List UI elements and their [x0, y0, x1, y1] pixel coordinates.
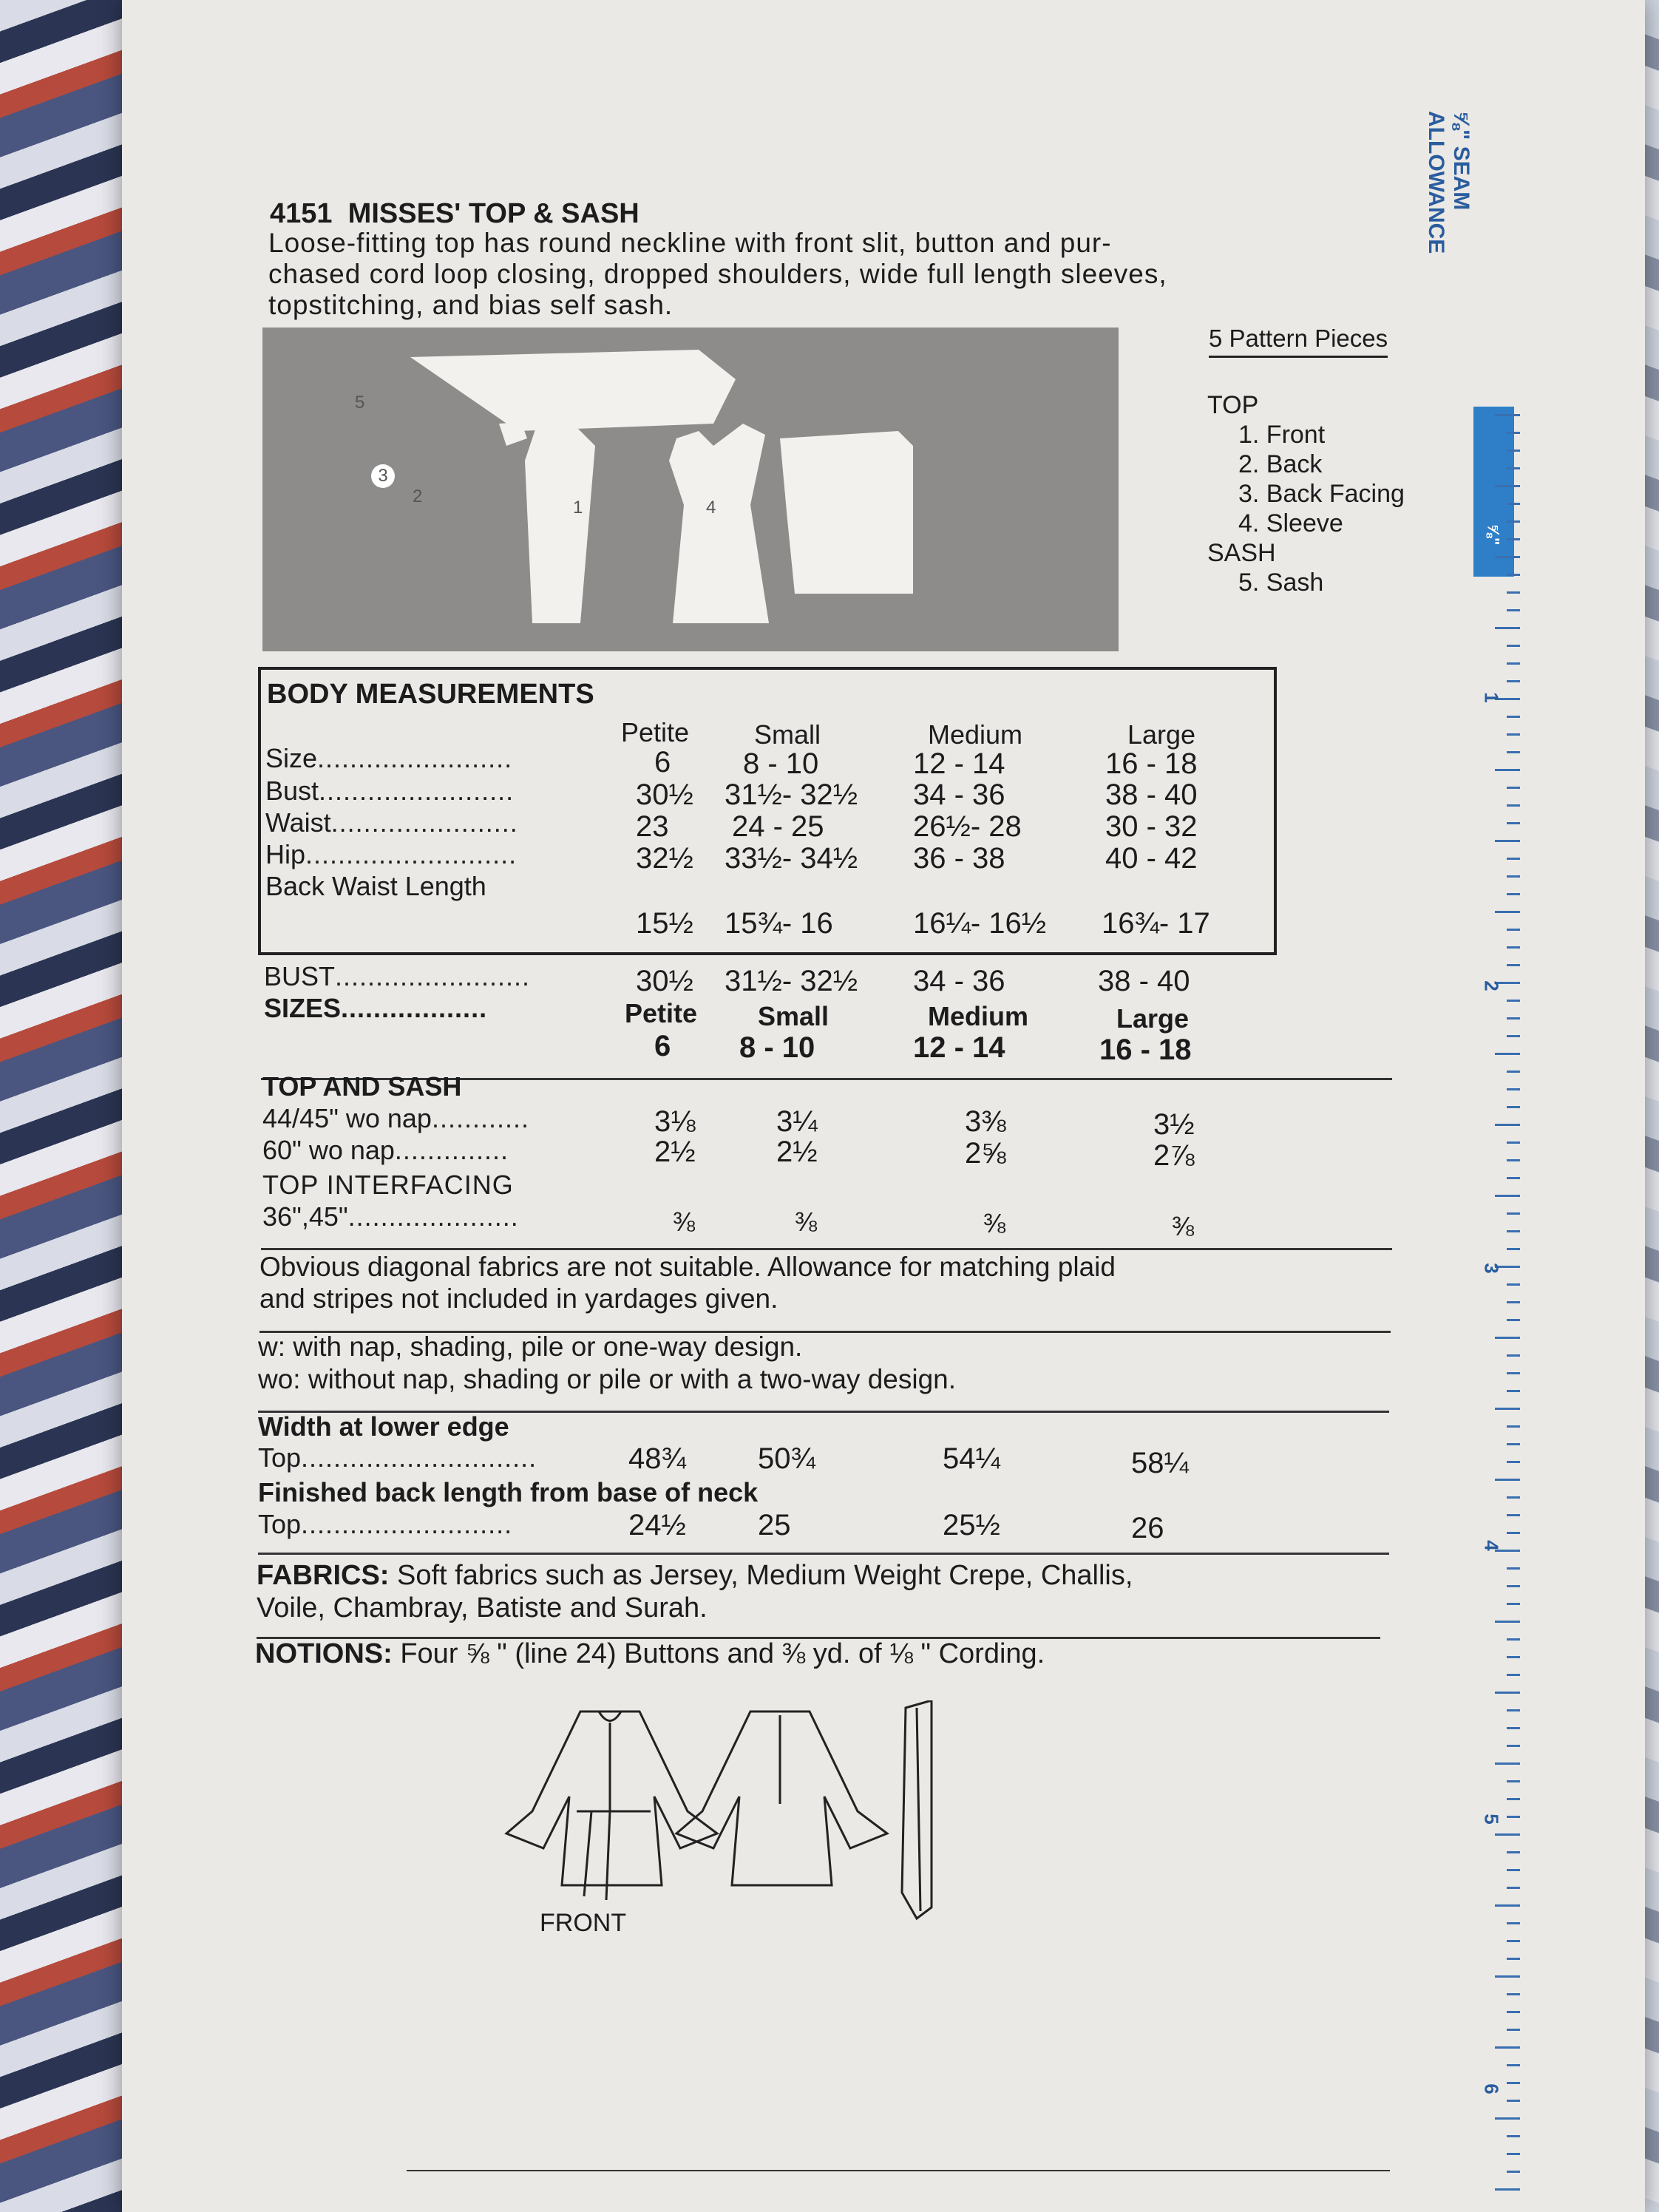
ruler-tick [1507, 1212, 1520, 1215]
description-line-3: topstitching, and bias self sash. [268, 290, 674, 320]
bm-row-waist: Waist....................... [265, 807, 518, 838]
layout-label-2: 2 [413, 486, 423, 506]
yardage-cell: 3⅛ [654, 1105, 696, 1138]
ruler-tick [1507, 2064, 1520, 2066]
ruler-tick [1507, 1851, 1520, 1853]
ruler-tick [1507, 893, 1520, 895]
interfacing-cell: ⅜ [795, 1207, 818, 1237]
ruler-tick [1507, 2011, 1520, 2013]
interfacing-cell: ⅜ [983, 1208, 1006, 1238]
ruler-tick [1507, 1354, 1520, 1357]
bm-cell: 8 - 10 [743, 747, 819, 780]
ruler-tick [1507, 1816, 1520, 1818]
bm-cell: 6 [654, 746, 671, 778]
width-cell: 50¾ [758, 1442, 815, 1475]
ruler-tick [1495, 627, 1520, 629]
ruler-tick [1495, 769, 1520, 771]
bm-cell: 15¾- 16 [725, 907, 833, 940]
ruler-tick [1507, 1585, 1520, 1587]
description-line-2: chased cord loop closing, dropped shoulders, wide full length sleeves, [268, 259, 1167, 289]
yardage-cell: 3⅜ [965, 1105, 1006, 1138]
interfacing-row: 36",45"..................... [262, 1201, 519, 1232]
ruler-tick [1507, 1674, 1520, 1676]
ruler-tick [1507, 1283, 1520, 1286]
bm-cell: 33½- 34½ [725, 842, 858, 875]
ruler-tick [1495, 1904, 1520, 1907]
sizes-bust-cell: 38 - 40 [1098, 965, 1190, 997]
bm-label: Waist [265, 807, 331, 838]
sizes-bust-label: BUST [264, 961, 336, 991]
ruler-tick [1507, 1922, 1520, 1924]
piece-item-front: 1. Front [1238, 421, 1326, 449]
sizes-row: SIZES.................. [264, 993, 488, 1023]
ruler-tick [1507, 751, 1520, 753]
ruler-tick [1507, 1709, 1520, 1711]
layout-label-3: 3 [371, 464, 395, 488]
ruler-tick [1507, 1301, 1520, 1303]
ruler-tick [1507, 467, 1520, 469]
nap-note-with: w: with nap, shading, pile or one-way design. [258, 1331, 803, 1362]
ruler-tick [1507, 1071, 1520, 1073]
ruler-tick [1507, 1603, 1520, 1605]
ruler-tick [1507, 787, 1520, 789]
bm-cell: 26½- 28 [913, 810, 1022, 843]
length-row: Top.......................... [258, 1509, 513, 1539]
piece-2-back [525, 424, 595, 623]
ruler-number-1: 1 [1480, 692, 1503, 703]
ruler-tick [1495, 1975, 1520, 1978]
ruler-tick [1507, 1141, 1520, 1144]
bm-row-bust: Bust........................ [265, 776, 515, 806]
ruler-tick [1507, 1940, 1520, 1942]
bm-cell: 36 - 38 [913, 842, 1005, 875]
ruler-tick [1507, 432, 1520, 434]
ruler-tick [1495, 1479, 1520, 1481]
fabrics-label: FABRICS: [257, 1560, 390, 1591]
bm-cell: 23 [636, 810, 669, 843]
yardage-cell: 2⅝ [965, 1137, 1006, 1170]
front-view-outline [506, 1711, 717, 1885]
bottom-rule [407, 2170, 1390, 2171]
sizes-cell: 12 - 14 [913, 1031, 1005, 1064]
notions-label: NOTIONS: [255, 1638, 393, 1669]
layout-label-1: 1 [573, 498, 583, 518]
ruler-tick [1507, 716, 1520, 718]
ruler-tick [1495, 2046, 1520, 2049]
sizes-cell: 8 - 10 [739, 1031, 815, 1064]
sizes-bust-cell: 31½- 32½ [725, 965, 858, 997]
pattern-pieces-heading: 5 Pattern Pieces [1209, 323, 1388, 358]
ruler-tick [1507, 645, 1520, 647]
ruler-tick [1495, 911, 1520, 913]
ruler-tick [1507, 538, 1520, 540]
width-cell: 48¾ [628, 1442, 686, 1475]
ruler-tick [1507, 2029, 1520, 2031]
ruler-tick [1507, 858, 1520, 860]
width-label: Top [258, 1442, 302, 1473]
width-cell: 58¼ [1131, 1447, 1189, 1479]
bm-cell: 38 - 40 [1105, 778, 1198, 811]
yardage-row-60: 60" wo nap.............. [262, 1135, 509, 1165]
ruler-number-3: 3 [1480, 1263, 1503, 1274]
piece-5-sash [410, 350, 736, 431]
sizes-group: Large [1116, 1003, 1190, 1034]
width-row: Top............................. [258, 1442, 537, 1473]
interfacing-cell: ⅜ [1172, 1211, 1195, 1241]
seam-badge: ⅝" [1484, 523, 1503, 546]
ruler-tick [1495, 2117, 1520, 2120]
ruler-number-2: 2 [1480, 980, 1503, 991]
ruler-tick [1507, 733, 1520, 736]
length-heading: Finished back length from base of neck [258, 1477, 759, 1507]
pattern-title [270, 198, 639, 229]
ruler-tick [1495, 1833, 1520, 1836]
ruler-tick [1507, 1443, 1520, 1445]
sizes-bust-row: BUST........................ [264, 961, 531, 991]
ruler-tick [1507, 804, 1520, 807]
bm-cell: 31½- 32½ [725, 778, 858, 811]
yardage-cell: 2½ [654, 1136, 696, 1168]
bm-group-medium: Medium [928, 719, 1023, 750]
bm-cell: 16 - 18 [1105, 747, 1198, 780]
ruler-tick [1507, 875, 1520, 878]
piece-item-back-facing: 3. Back Facing [1238, 480, 1405, 508]
body-measurements-title: BODY MEASUREMENTS [267, 679, 594, 710]
sash-pieces-label: SASH [1207, 539, 1276, 567]
ruler-tick [1507, 680, 1520, 682]
yardage-cell: 3¼ [776, 1105, 818, 1138]
top-pieces-label: TOP [1207, 391, 1259, 419]
ruler-tick [1507, 1638, 1520, 1641]
piece-item-back: 2. Back [1238, 450, 1323, 478]
ruler-tick [1495, 1408, 1520, 1410]
yardage-heading: TOP AND SASH [262, 1071, 462, 1102]
ruler-tick [1507, 1390, 1520, 1392]
ruler-tick [1507, 2082, 1520, 2084]
ruler-tick [1507, 1000, 1520, 1002]
ruler-tick [1507, 1248, 1520, 1250]
bm-cell: 34 - 36 [913, 778, 1005, 811]
back-view-outline [676, 1711, 887, 1885]
bm-row-hip: Hip.......................... [265, 839, 518, 869]
fabrics-line-1 [257, 1560, 1133, 1591]
ruler-tick [1507, 609, 1520, 611]
ruler-tick [1507, 1780, 1520, 1782]
ruler-tick [1507, 2171, 1520, 2173]
interfacing-heading: TOP INTERFACING [262, 1170, 514, 1200]
ruler-tick [1507, 946, 1520, 949]
ruler-tick [1507, 1656, 1520, 1658]
layout-label-5: 5 [355, 393, 365, 413]
layout-label-4: 4 [706, 498, 716, 518]
yardage-row-44: 44/45" wo nap............ [262, 1103, 529, 1133]
sizes-bust-cell: 30½ [636, 965, 693, 997]
ruler-tick [1507, 591, 1520, 594]
sizes-group: Petite [625, 998, 698, 1028]
ruler-tick [1507, 964, 1520, 966]
length-cell: 25 [758, 1509, 791, 1541]
bm-label: Size [265, 743, 318, 773]
bm-cell: 40 - 42 [1105, 842, 1198, 875]
sizes-label: SIZES [264, 993, 342, 1023]
sizes-bust-cell: 34 - 36 [913, 965, 1005, 997]
ruler-tick [1507, 1567, 1520, 1570]
pattern-number: 4151 [270, 198, 333, 229]
piece-4-sleeve [780, 431, 913, 594]
bm-label: Hip [265, 839, 306, 869]
ruler-tick [1507, 1319, 1520, 1321]
piece-item-sleeve: 4. Sleeve [1238, 509, 1343, 537]
length-cell: 26 [1131, 1512, 1164, 1544]
ruler-tick [1507, 1035, 1520, 1037]
ruler-tick [1495, 1124, 1520, 1126]
description-line-1: Loose-fitting top has round neckline with front slit, button and pur- [268, 228, 1112, 258]
ruler-tick [1507, 822, 1520, 824]
ruler-tick [1507, 1159, 1520, 1161]
ruler-tick [1507, 1230, 1520, 1232]
ruler-tick [1507, 1869, 1520, 1871]
bm-group-small: Small [754, 719, 821, 750]
ruler-tick [1507, 1727, 1520, 1729]
divider [261, 1248, 1392, 1250]
length-label: Top [258, 1509, 302, 1539]
yardage-cell: 2½ [776, 1136, 818, 1168]
bm-cell: 30 - 32 [1105, 810, 1198, 843]
sizes-cell: 16 - 18 [1099, 1034, 1192, 1066]
sizes-group: Medium [928, 1001, 1029, 1031]
pattern-envelope-back [122, 0, 1645, 2212]
ruler-tick [1507, 1887, 1520, 1889]
ruler-tick [1495, 1053, 1520, 1055]
divider [258, 1553, 1389, 1555]
length-cell: 24½ [628, 1509, 686, 1541]
bm-group-petite: Petite [621, 717, 690, 747]
ruler-tick [1507, 1514, 1520, 1516]
ruler-tick [1507, 1017, 1520, 1020]
ruler-tick [1507, 1532, 1520, 1534]
bm-row-size: Size........................ [265, 743, 513, 773]
bm-cell: 12 - 14 [913, 747, 1005, 780]
fabrics-text: Soft fabrics such as Jersey, Medium Weight Crepe, Challis, [389, 1560, 1133, 1591]
bm-cell: 30½ [636, 778, 693, 811]
ruler-tick [1507, 929, 1520, 931]
piece-1-front [669, 424, 769, 623]
bm-back-waist-label: Back Waist Length [265, 871, 486, 901]
ruler-tick [1507, 662, 1520, 665]
ruler-number-5: 5 [1480, 1814, 1503, 1825]
ruler-tick [1507, 1088, 1520, 1090]
notions-text: Four ⅝ " (line 24) Buttons and ⅜ yd. of ⅛ " Cording. [392, 1638, 1045, 1669]
ruler-tick [1507, 1106, 1520, 1108]
nap-note-without: wo: without nap, shading or pile or with a two-way design. [258, 1364, 957, 1394]
ruler-tick [1507, 574, 1520, 576]
pattern-layout-diagram [262, 328, 1119, 651]
ruler-number-4: 4 [1480, 1540, 1503, 1551]
sizes-cell: 6 [654, 1030, 671, 1062]
bm-cell: 16¾- 17 [1102, 907, 1210, 940]
interfacing-cell: ⅜ [673, 1207, 696, 1237]
ruler-tick [1495, 556, 1520, 558]
pattern-name: MISSES' TOP & SASH [347, 198, 639, 229]
ruler-tick [1507, 1425, 1520, 1428]
ruler-tick [1507, 503, 1520, 505]
notions-line [255, 1638, 1045, 1669]
width-cell: 54¼ [943, 1442, 1000, 1475]
ruler-tick [1507, 1372, 1520, 1374]
fabrics-line-2: Voile, Chambray, Batiste and Surah. [257, 1592, 708, 1624]
ruler-tick [1507, 1993, 1520, 1995]
ruler-number-6: 6 [1480, 2083, 1503, 2094]
ruler-tick [1495, 1621, 1520, 1623]
yardage-cell: 2⅞ [1153, 1139, 1195, 1172]
length-cell: 25½ [943, 1509, 1000, 1541]
ruler-tick [1507, 1177, 1520, 1179]
ruler-tick [1507, 1798, 1520, 1800]
ruler-tick [1507, 2135, 1520, 2137]
bm-group-large: Large [1127, 719, 1196, 750]
piece-item-sash: 5. Sash [1238, 569, 1324, 597]
interfacing-label: 36",45" [262, 1201, 348, 1232]
front-label: FRONT [540, 1909, 627, 1937]
bm-cell: 15½ [636, 907, 693, 940]
yardage-label: 60" wo nap [262, 1135, 395, 1165]
ruler-tick [1495, 485, 1520, 487]
ruler [1471, 0, 1523, 2212]
yardage-label: 44/45" wo nap [262, 1103, 432, 1133]
ruler-tick [1507, 449, 1520, 452]
seam-allowance-label: ⅝" SEAM ALLOWANCE [1424, 111, 1473, 254]
bm-cell: 16¼- 16½ [913, 907, 1047, 940]
ruler-tick [1507, 1496, 1520, 1499]
ruler-tick [1507, 1461, 1520, 1463]
bm-cell: 24 - 25 [732, 810, 824, 843]
ruler-tick [1507, 2153, 1520, 2155]
ruler-tick [1495, 2188, 1520, 2191]
bm-label: Bust [265, 776, 319, 806]
ruler-tick [1507, 1745, 1520, 1747]
ruler-tick [1507, 1958, 1520, 1960]
diagonal-note-line-2: and stripes not included in yardages given. [259, 1283, 778, 1314]
ruler-tick [1495, 1195, 1520, 1197]
diagonal-note-line-1: Obvious diagonal fabrics are not suitable. Allowance for matching plaid [259, 1252, 1116, 1282]
ruler-tick [1495, 414, 1520, 416]
bm-cell: 32½ [636, 842, 693, 875]
yardage-cell: 3½ [1153, 1108, 1195, 1141]
sizes-group: Small [758, 1001, 830, 1031]
ruler-tick [1507, 2100, 1520, 2102]
ruler-tick [1495, 1692, 1520, 1694]
ruler-tick [1495, 840, 1520, 842]
ruler-tick [1495, 1763, 1520, 1765]
width-heading: Width at lower edge [258, 1411, 509, 1442]
ruler-tick [1507, 520, 1520, 523]
ruler-tick [1495, 1337, 1520, 1339]
